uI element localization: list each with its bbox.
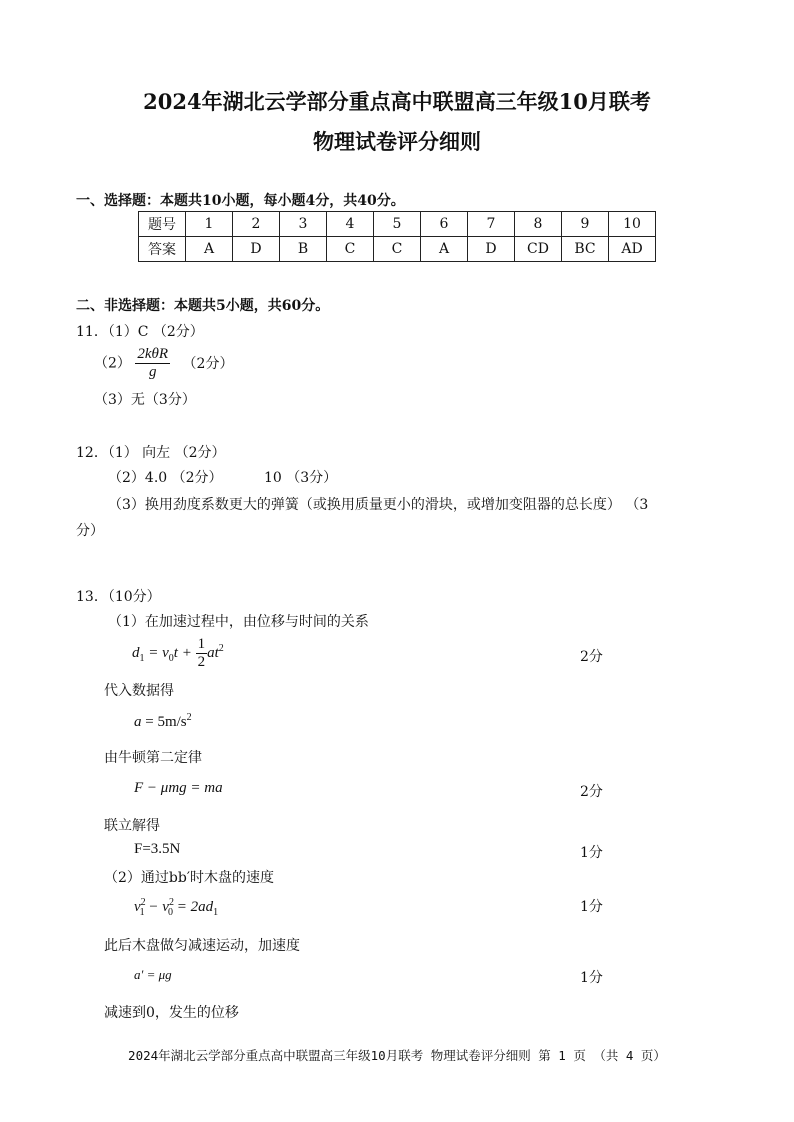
question-number: 7: [468, 212, 515, 237]
eq-fraction-numerator: 1: [197, 636, 206, 652]
question-number: 6: [421, 212, 468, 237]
eq-subscript: 0: [168, 652, 174, 664]
eq-symbol: d: [132, 644, 140, 661]
eq-subscript: 1: [213, 907, 219, 918]
q13-result-force: F=3.5N: [134, 841, 181, 857]
q13-equation-velocity: [134, 897, 218, 918]
eq-symbol: at: [207, 644, 219, 661]
q12-part3: （3）换用劲度系数更大的弹簧（或换用质量更小的滑块，或增加变阻器的总长度） （3: [108, 497, 649, 513]
eq-subscript: 1: [139, 652, 145, 664]
question-number: 10: [609, 212, 656, 237]
answer-cell: C: [327, 237, 374, 262]
question-number: 5: [374, 212, 421, 237]
q13-equation-deceleration: a′ = μg: [134, 967, 172, 982]
eq-symbol: − v: [144, 899, 169, 915]
eq-superscript: 2: [186, 712, 192, 723]
page-footer: 2024年湖北云学部分重点高中联盟高三年级10月联考 物理试卷评分细则 第 1 页 （共 4 页）: [128, 1048, 666, 1063]
eq-fraction-denominator: 2: [197, 654, 206, 670]
q13-score6: 1分: [580, 970, 603, 986]
answer-table: [138, 211, 656, 262]
q13-text7: 减速到0，发生的位移: [104, 1005, 239, 1021]
q13-equation-acceleration: [134, 712, 192, 731]
q13-part1-text: （1）在加速过程中，由位移与时间的关系: [108, 614, 369, 630]
q11-part2-score: （2分）: [182, 355, 234, 372]
q12-part2b: 10 （3分）: [264, 470, 338, 486]
q13-header: 13．（10分）: [76, 589, 161, 605]
eq-fraction: [196, 636, 208, 671]
question-number: 2: [233, 212, 280, 237]
question-number: 1: [186, 212, 233, 237]
q13-part2-text: （2）通过bb′时木盘的速度: [104, 870, 275, 886]
question-number: 3: [280, 212, 327, 237]
answer-cell: AD: [609, 237, 656, 262]
page-title: 2024年湖北云学部分重点高中联盟高三年级10月联考: [143, 89, 651, 114]
q13-text2: 代入数据得: [104, 683, 174, 699]
question-number: 8: [515, 212, 562, 237]
page-subtitle: 物理试卷评分细则: [313, 129, 481, 154]
eq-symbol: = v: [144, 644, 169, 661]
row-label-answer: 答案: [139, 237, 186, 262]
q13-text4: 联立解得: [104, 818, 160, 834]
answer-cell: D: [468, 237, 515, 262]
q11-part1: 11．（1）C （2分）: [76, 324, 204, 340]
eq-superscript: 2: [168, 897, 174, 908]
q13-score1: 2分: [580, 649, 603, 665]
answer-cell: D: [233, 237, 280, 262]
eq-subscript: 1: [139, 907, 145, 918]
eq-superscript: 2: [218, 642, 224, 654]
q13-score4: 1分: [580, 845, 603, 861]
answer-cell: C: [374, 237, 421, 262]
q13-equation-displacement: [132, 636, 224, 671]
q13-text3: 由牛顿第二定律: [104, 750, 202, 766]
table-row-numbers: [139, 212, 656, 237]
q11-part2-label: （2）: [94, 355, 131, 372]
q13-equation-newton: F − μmg = ma: [134, 780, 223, 796]
answer-cell: B: [280, 237, 327, 262]
q11-fraction: [135, 346, 170, 381]
q11-part3: （3）无（3分）: [94, 392, 196, 408]
q13-score5: 1分: [580, 899, 603, 915]
question-number: 9: [562, 212, 609, 237]
answer-cell: A: [421, 237, 468, 262]
eq-subscript: 0: [167, 907, 173, 918]
eq-symbol: a: [134, 714, 142, 730]
q12-part2a: （2）4.0 （2分）: [108, 470, 223, 486]
row-label-number: 题号: [139, 212, 186, 237]
q13-score3: 2分: [580, 784, 603, 800]
q11-fraction-denominator: g: [148, 364, 157, 380]
q11-part2: [94, 346, 233, 381]
eq-superscript: 2: [140, 897, 146, 908]
table-row-answers: [139, 237, 656, 262]
q11-fraction-numerator: 2kθR: [137, 346, 169, 362]
eq-symbol: t +: [173, 644, 196, 661]
section1-heading: 一、选择题：本题共10小题，每小题4分，共40分。: [76, 193, 405, 209]
q13-text6: 此后木盘做匀减速运动，加速度: [104, 938, 300, 954]
eq-symbol: = 2ad: [172, 899, 214, 915]
answer-cell: BC: [562, 237, 609, 262]
q12-part3-cont: 分）: [76, 523, 104, 539]
answer-cell: CD: [515, 237, 562, 262]
q12-part1: 12．（1） 向左 （2分）: [76, 445, 226, 461]
answer-cell: A: [186, 237, 233, 262]
question-number: 4: [327, 212, 374, 237]
eq-symbol: = 5m/s: [141, 714, 187, 730]
eq-symbol: v: [134, 899, 141, 915]
section2-heading: 二、非选择题：本题共5小题，共60分。: [76, 298, 330, 314]
